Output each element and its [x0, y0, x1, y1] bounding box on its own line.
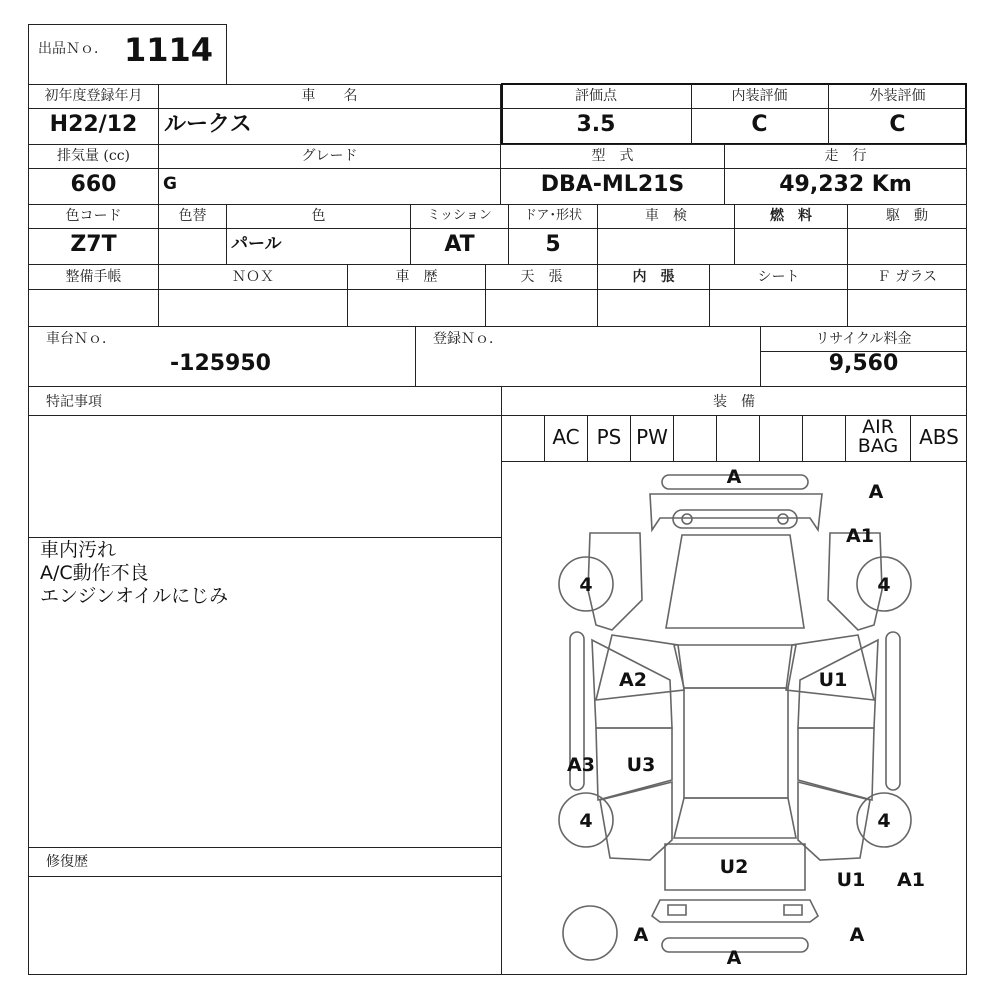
note-line-1: 車内汚れ [40, 539, 117, 561]
inspection-label: 車 検 [645, 208, 687, 224]
doors-label: ドア･形状 [523, 208, 583, 223]
grade-value: G [163, 174, 177, 194]
dmg-rear-left: A [633, 924, 649, 946]
chassis-label: 車台Ｎｏ． [46, 331, 116, 347]
displacement-value: 660 [70, 172, 117, 197]
dmg-left-rear-door: U3 [626, 754, 656, 776]
exterior-value: C [889, 112, 906, 137]
history-label: 車 歴 [395, 269, 438, 285]
lot-number: 1114 [124, 31, 214, 69]
record-book-label: 整備手帳 [65, 269, 122, 285]
cabin-top [674, 645, 796, 688]
score-value: 3.5 [576, 112, 616, 137]
left-front-fender [588, 533, 642, 630]
repair-label: 修復歴 [46, 854, 88, 870]
color-label: 色 [311, 208, 326, 224]
equip-ac: AC [552, 425, 580, 449]
doors-value: 5 [545, 232, 561, 257]
note-line-2: A/C動作不良 [40, 562, 149, 584]
recycle-label: リサイクル料金 [815, 331, 912, 347]
f-glass-label: Ｆ ガラス [876, 269, 938, 285]
dmg-left-front-tire: 4 [579, 574, 593, 596]
year-value: H22/12 [49, 112, 138, 137]
displacement-label: 排気量 (cc) [56, 148, 131, 164]
front-emblem-left [682, 514, 692, 524]
front-emblem-right [778, 514, 788, 524]
interior-value: C [751, 112, 768, 137]
color-code-value: Z7T [70, 232, 117, 257]
roof [684, 688, 788, 798]
equip-abs: ABS [919, 425, 959, 449]
cabin-bottom [674, 798, 796, 838]
notes-label: 特記事項 [46, 394, 102, 410]
dmg-rear-bumper: A [726, 947, 742, 969]
fuel-label: 燃 料 [770, 208, 812, 224]
dmg-front-bumper: A [726, 466, 742, 488]
car-name-label: 車 名 [301, 88, 358, 104]
ceiling-label: 天 張 [520, 269, 563, 285]
dmg-left-front-door: A2 [619, 669, 647, 691]
right-rear-quarter [798, 782, 870, 860]
dmg-right-front-door: U1 [818, 669, 848, 691]
spare-tire [563, 906, 617, 960]
exterior-label: 外装評価 [869, 88, 926, 104]
model-value: DBA-ML21S [540, 172, 685, 197]
model-label: 型 式 [591, 148, 634, 164]
mileage-label: 走 行 [824, 148, 867, 164]
dmg-right-rear-quarter: U1 [836, 869, 866, 891]
dmg-front-right-corner: A [868, 481, 884, 503]
dmg-roof-rear: U2 [719, 856, 749, 878]
lot-label: 出品Ｎｏ． [38, 41, 108, 57]
rear-bumper-body [652, 900, 818, 922]
mileage-value: 49,232 Km [779, 172, 912, 197]
equip-ps: PS [596, 425, 622, 449]
car-name-value: ルークス [164, 112, 252, 137]
hood [666, 535, 804, 628]
left-rear-quarter [600, 782, 672, 860]
dmg-left-rear-tire: 4 [579, 810, 593, 832]
dmg-right-front-tire: 4 [877, 574, 891, 596]
color-value: パール [231, 234, 282, 254]
equipment-label: 装 備 [713, 394, 755, 410]
dmg-right-rear-corner: A1 [897, 869, 925, 891]
chassis-value: -125950 [170, 351, 271, 376]
equip-pw: PW [636, 425, 668, 449]
dmg-right-front-fender: A1 [846, 525, 874, 547]
rear-light-right [784, 905, 802, 915]
year-label: 初年度登録年月 [44, 88, 143, 104]
color-code-label: 色コード [65, 208, 122, 224]
transmission-label: ミッション [427, 208, 492, 223]
rear-light-left [668, 905, 686, 915]
dmg-rear-right: A [849, 924, 865, 946]
dmg-right-rear-tire: 4 [877, 810, 891, 832]
equip-airbag: AIR BAG [857, 416, 899, 457]
dmg-left-rocker: A3 [567, 754, 595, 776]
interior-label: 内装評価 [731, 88, 788, 104]
right-rocker [886, 632, 900, 790]
nox-label: ＮＯＸ [232, 269, 274, 285]
note-line-3: エンジンオイルにじみ [40, 585, 229, 607]
grade-label: グレード [301, 148, 358, 164]
right-rear-door [798, 728, 874, 800]
interior-trim-label: 内 張 [632, 269, 675, 285]
right-front-fender [828, 533, 882, 630]
drive-label: 駆 動 [886, 208, 928, 224]
transmission-value: AT [444, 232, 475, 257]
score-label: 評価点 [575, 88, 617, 104]
repaint-label: 色替 [178, 208, 207, 224]
registration-label: 登録Ｎｏ． [433, 331, 503, 347]
seat-label: シート [757, 269, 800, 285]
recycle-value: 9,560 [828, 351, 899, 376]
